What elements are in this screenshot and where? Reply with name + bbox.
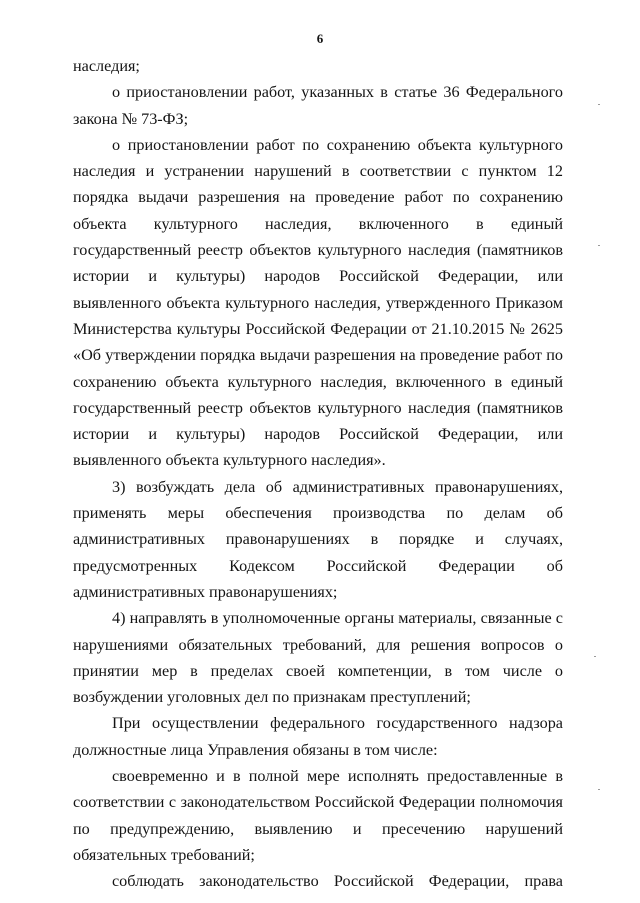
scan-speck <box>598 245 600 246</box>
scan-speck <box>594 656 596 657</box>
paragraph-heritage-end: наследия; <box>73 57 140 75</box>
scan-speck <box>598 104 600 105</box>
scan-speck <box>598 789 600 790</box>
paragraph-item-3: 3) возбуждать дела об административных правонарушениях, применять меры обеспечения производства по делам об административных правонарушениях в порядке и случаях, предусмотренных Кодексом Российской Федерации об административных правонарушениях; <box>73 477 563 601</box>
page-number: 6 <box>316 31 324 46</box>
paragraph-duty-comply: соблюдать законодательство Российской Федерации, права <box>112 872 563 891</box>
paragraph-item-4: 4) направлять в уполномоченные органы материалы, связанные с нарушениями обязательных требований, для решения вопросов о принятии мер в пределах своей компетенции, в том числе о возбуждении уголовных дел по признакам преступлений; <box>73 609 563 707</box>
paragraph-suspension-preservation: о приостановлении работ по сохранению объекта культурного наследия и устранении нарушений в соответствии с пунктом 12 порядка выдачи разрешения на проведение работ по сохранению объекта культурного наследия, включенного в единый государственный реестр объектов культурного наследия (памятников истории и культуры) народов Российской Федерации, или выявленного объекта культурного наследия, утвержденного Приказом Министерства культуры Российской Федерации от 21.10.2015 № 2625 «Об утверждении порядка выдачи разрешения на проведение работ по сохранению объекта культурного наследия, включенного в единый государственный реестр объектов культурного наследия (памятников истории и культуры) народов Российской Федерации, или выявленного объекта культурного наследия». <box>73 135 563 470</box>
paragraph-duty-timely: своевременно и в полной мере исполнять предоставленные в соответствии с законодательством Российской Федерации полномочия по предупреждению, выявлению и пресечению нарушений обязательных требований; <box>73 767 563 864</box>
document-body <box>73 53 563 895</box>
paragraph-suspension-art36: о приостановлении работ, указанных в статье 36 Федерального закона № 73-ФЗ; <box>73 83 563 128</box>
paragraph-duties-intro: При осуществлении федерального государственного надзора должностные лица Управления обязаны в том числе: <box>73 714 563 759</box>
